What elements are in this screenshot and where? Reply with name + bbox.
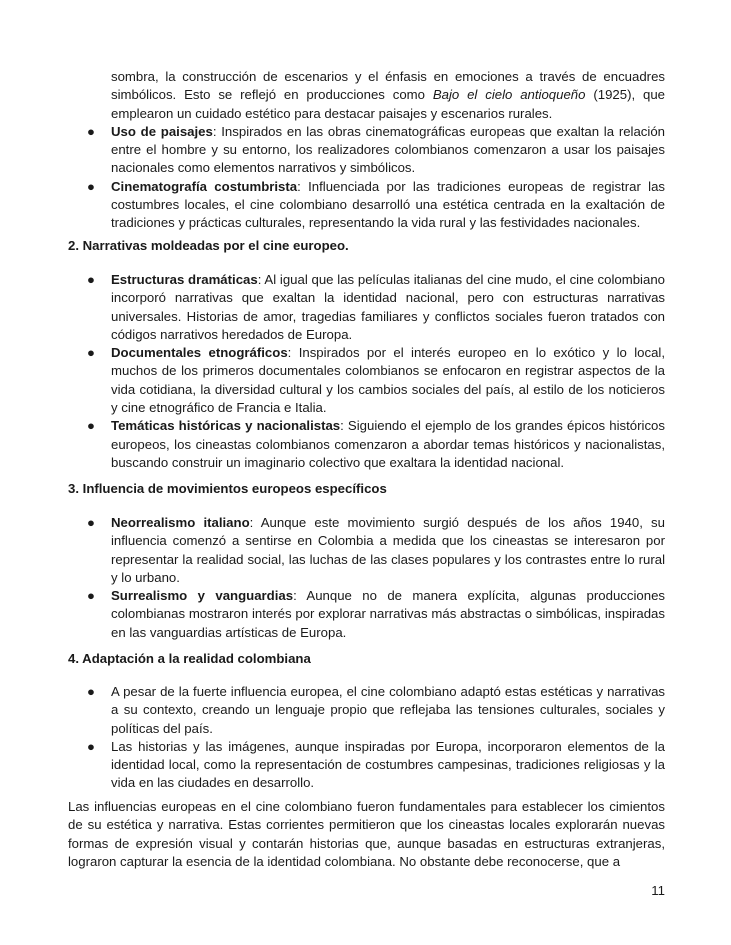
conclusion-paragraph: Las influencias europeas en el cine colombiano fueron fundamentales para establecer los cimientos de su estética y narrativa. Estas corrientes permitieron que los cineastas locales explorarán nuevas formas de expresión visual y contarán historias que, aunque basadas en estructuras extranjeras, lograron capturar la esencia de la identidad colombiana. No obstante debe reconocerse, que a [68,799,665,869]
bullet-list [68,123,665,233]
bullet-icon: ● [87,738,95,754]
page-number: 11 [651,883,665,898]
bullet-icon: ● [87,345,95,361]
section-heading: 3. Influencia de movimientos europeos específicos [68,481,387,496]
item-text: : Influenciada por las tradiciones europeas de registrar las costumbres locales, el cine colombiano desarrolló una estética centrada en la exaltación de tradiciones y prácticas culturales, representando la vida rural y las festividades nacionales. [111,178,666,231]
bullet-icon: ● [87,178,95,194]
section-4-list [68,683,665,793]
item-text: : Siguiendo el ejemplo de los grandes épicos históricos europeos, los cineastas colombianos comenzaron a abordar temas históricos y nacionalistas, buscando construir un imaginario colectivo que exaltara la identidad nacional. [111,418,665,470]
bullet-list [68,683,665,793]
list-item [68,178,665,233]
section-3 [68,480,665,498]
continuation-paragraph [68,68,665,123]
list-item [68,587,665,642]
item-term: Surrealismo y vanguardias [111,588,294,604]
list-item [68,271,665,344]
item-term: Documentales etnográficos [111,345,288,361]
bullet-list [68,271,665,472]
item-text: : Aunque no de manera explícita, algunas producciones colombianas mostraron interés por explorar narrativas más abstractas o simbólicas, inspiradas en las vanguardias artísticas de Europa. [111,588,665,640]
list-item [68,417,665,472]
item-term: Cinematografía costumbrista [111,178,298,194]
bullet-icon: ● [87,272,95,287]
list-item [68,683,665,738]
item-text: : Al igual que las películas italianas del cine mudo, el cine colombiano incorporó narrativas que exaltan la identidad nacional, pero con estructuras narrativas universales. Historias de amor, tragedias familiares y conflictos sociales fueron tratados con códigos narrativos heredados de Europa. [111,272,665,342]
item-text: Las historias y las imágenes, aunque inspiradas por Europa, incorporaron elementos de la identidad local, como la representación de costumbres campesinas, tradiciones religiosas y la vida en las ciudades en desarrollo. [111,738,665,791]
section-3-list [68,514,665,642]
item-term: Uso de paisajes [111,123,213,139]
item-term: Temáticas históricas y nacionalistas [111,418,341,434]
item-text: : Inspirados por el interés europeo en lo exótico y lo local, muchos de los primeros documentales colombianos se enfocaron en registrar aspectos de la vida cotidiana, la diversidad cultural y los cambios sociales del país, al estilo de los noticieros y cine etnográfico de Francia e Italia. [111,345,665,416]
list-item [68,738,665,793]
item-text: : Aunque este movimiento surgió después de los años 1940, su influencia comenzó a sentirse en Colombia a medida que los cineastas se interesaron por representar la realidad social, las luchas de las clases populares y los contrastes entre lo rural y lo urbano. [111,515,665,585]
bullet-icon: ● [87,684,95,699]
section-1-tail [68,68,665,233]
item-text: A pesar de la fuerte influencia europea, el cine colombiano adaptó estas estéticas y narrativas a su contexto, creando un lenguaje propio que reflejaba las tensiones culturales, sociales y políticas del país. [111,684,665,736]
section-heading: 2. Narrativas moldeadas por el cine europeo. [68,238,349,253]
text-span: sombra, la construcción de escenarios y el énfasis en emociones a través de encuadres simbólicos. Esto se reflejó en producciones como [111,69,665,103]
item-term: Neorrealismo italiano [111,515,250,530]
bullet-icon: ● [87,588,95,604]
list-item [68,123,665,178]
conclusion [68,798,665,871]
item-text: : Inspirados en las obras cinematográficas europeas que exaltan la relación entre el hombre y su entorno, los realizadores colombianos comenzaron a usar los paisajes nacionales como elementos narrativos y simbólicos. [111,123,666,176]
section-2-list [68,271,665,472]
bullet-icon: ● [87,123,95,139]
bullet-icon: ● [87,515,95,530]
bullet-icon: ● [87,418,95,434]
section-heading: 4. Adaptación a la realidad colombiana [68,651,311,666]
list-item [68,344,665,417]
list-item [68,514,665,587]
text-span: (1925), que emplearon un cuidado estético para destacar paisajes y escenarios rurales. [111,87,665,121]
section-2 [68,237,665,255]
film-title: Bajo el cielo antioqueño [432,87,586,103]
item-term: Estructuras dramáticas [111,272,258,287]
bullet-list [68,514,665,642]
section-4 [68,650,665,668]
